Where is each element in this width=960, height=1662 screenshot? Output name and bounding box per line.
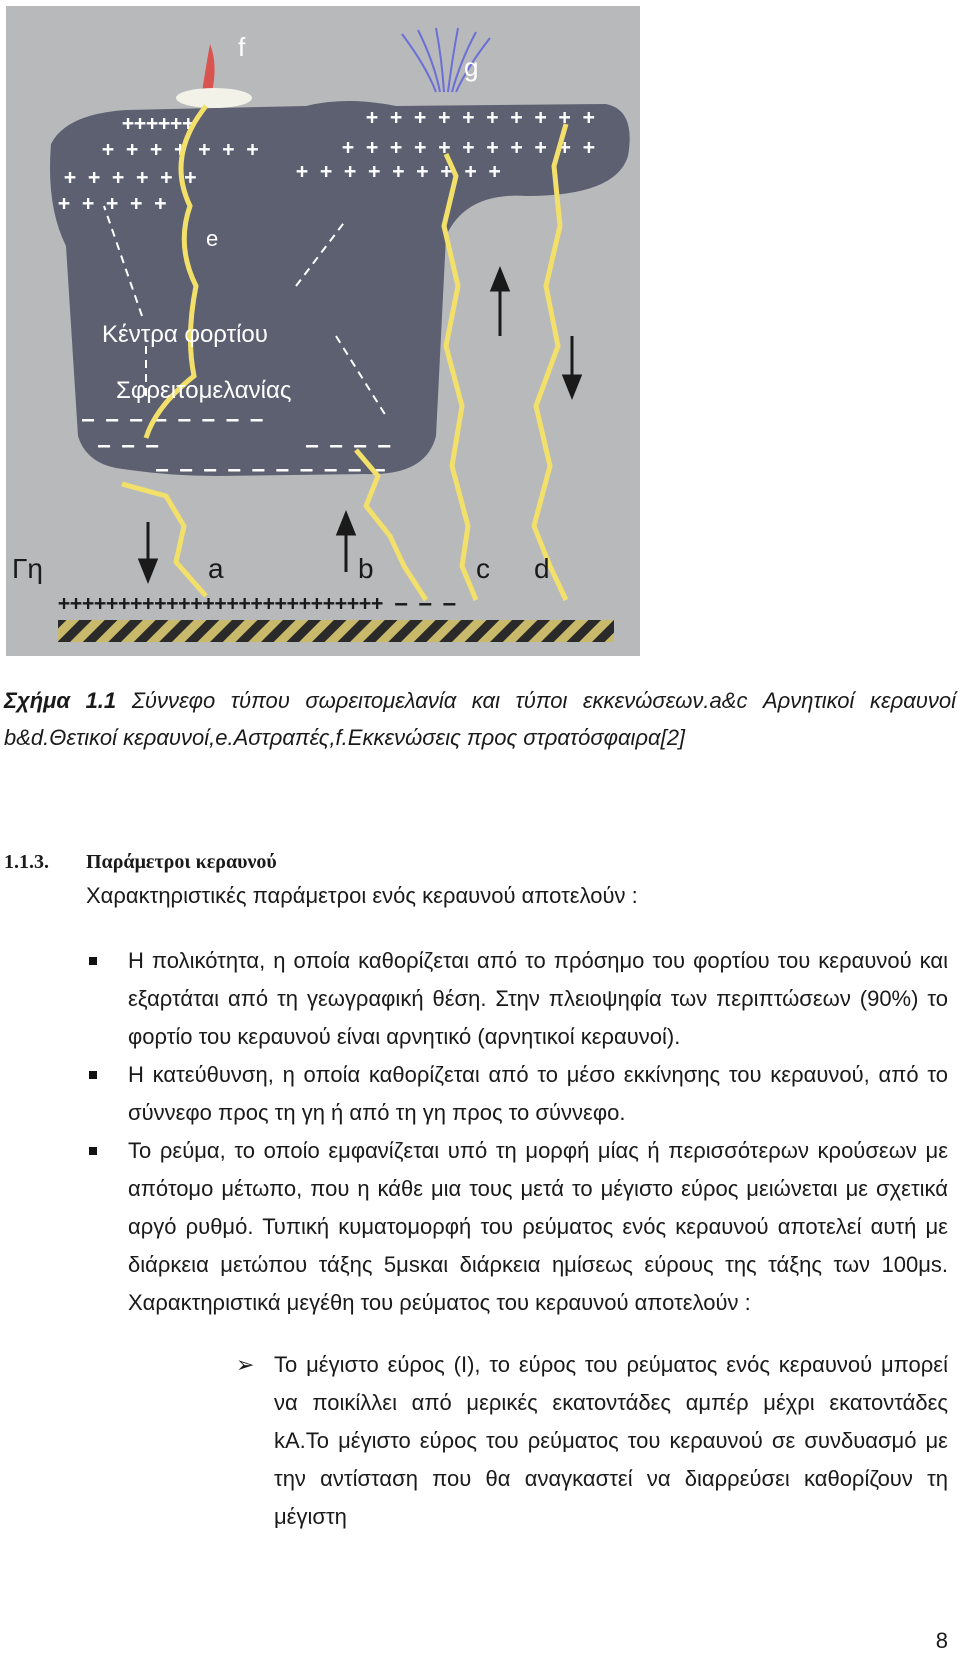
svg-text:— — —: — — —	[98, 433, 159, 457]
sub-list-item-text: Το μέγιστο εύρος (I), το εύρος του ρεύματος ενός κεραυνού μπορεί να ποικίλλει από μερικές εκατοντάδες αμπέρ μέχρι εκατοντάδες kA.Το μέγιστο εύρος του ρεύματος του κεραυνού σε συνδυασμό με την αντίσταση που θα αναγκαστεί να διαρρεύσει καθορίζουν τη μέγιστη	[274, 1352, 948, 1529]
ground-charges: +++++++++++++++++++++++++++ — — —	[58, 591, 456, 615]
svg-text:— — — — — — — — — —: — — — — — — — — — —	[156, 457, 385, 481]
parameter-list	[0, 942, 960, 1322]
svg-text:+ + + + +: + + + + +	[58, 191, 167, 215]
label-f: f	[238, 32, 246, 62]
label-a: a	[208, 553, 224, 584]
sub-parameter-list	[0, 1346, 960, 1536]
svg-text:++++++: ++++++	[122, 111, 195, 135]
label-center-1: Κέντρα φορτίου	[102, 321, 268, 348]
cloud-discharge-figure	[6, 6, 640, 656]
ground-strip	[58, 620, 614, 642]
svg-text:+ + + + + +: + + + + + +	[64, 165, 197, 189]
figure-caption	[4, 682, 956, 756]
svg-text:— — — — — — — —: — — — — — — — —	[82, 407, 263, 431]
list-item	[0, 1132, 960, 1322]
section-intro: Χαρακτηριστικές παράμετροι ενός κεραυνού αποτελούν :	[86, 883, 638, 908]
label-e: e	[206, 226, 219, 251]
svg-text:+ + + + + + +: + + + + + + +	[102, 137, 259, 161]
label-c: c	[476, 553, 490, 584]
section-title: Παράμετροι κεραυνού	[86, 851, 277, 873]
label-d: d	[534, 553, 550, 584]
list-item	[0, 942, 960, 1056]
cloud-illustration	[6, 6, 640, 656]
caption-label: Σχήμα 1.1	[4, 688, 117, 713]
page-number: 8	[935, 1628, 948, 1653]
list-item-text: Το ρεύμα, το οποίο εμφανίζεται υπό τη μορφή μίας ή περισσότερων κρούσεων με απότομο μέτωπο, που η κάθε μια τους μετά το μέγιστο εύρος μειώνεται με σχετικά αργό ρυθμό. Τυπική κυματομορφή του ρεύματος ενός κεραυνού αποτελεί αυτή με διάρκεια μετώπου τάξης 5μsκαι διάρκεια ημίσεως εύρους της τάξης των 100μs. Χαρακτηριστικά μεγέθη του ρεύματος του κεραυνού αποτελούν :	[128, 1138, 948, 1315]
svg-text:+ + + + + + + + +: + + + + + + + + +	[296, 159, 501, 183]
list-item-text: Η κατεύθυνση, η οποία καθορίζεται από το μέσο εκκίνησης του κεραυνού, από το σύννεφο προς τη γη ή από τη γη προς το σύννεφο.	[128, 1062, 948, 1125]
label-ground: Γη	[12, 553, 43, 584]
section-number: 1.1.3.	[4, 851, 49, 873]
svg-text:— — — —: — — — —	[306, 433, 391, 457]
caption-text: Σύννεφο τύπου σωρειτομελανία και τύποι εκκενώσεων.a&c Αρνητικοί κεραυνοί b&d.Θετικοί κεραυνοί,e.Αστραπές,f.Εκκενώσεις προς στρατόσφαιρα[2]	[4, 688, 956, 750]
svg-text:+ + + + + + + + + + +: + + + + + + + + + + +	[342, 135, 595, 159]
list-item	[0, 1056, 960, 1132]
label-g: g	[464, 52, 479, 82]
label-b: b	[358, 553, 374, 584]
sub-list-item	[0, 1346, 960, 1536]
section-heading	[4, 848, 277, 876]
svg-text:+ + + + + + + + + +: + + + + + + + + + +	[366, 105, 595, 129]
sprite-base	[176, 88, 252, 108]
arrow-bullet-icon: ➢	[236, 1352, 255, 1377]
label-center-2: Σφρειτομελανίας	[116, 377, 292, 404]
list-item-text: Η πολικότητα, η οποία καθορίζεται από το πρόσημο του φορτίου του κεραυνού και εξαρτάται από τη γεωγραφική θέση. Στην πλειοψηφία των περιπτώσεων (90%) το φορτίο του κεραυνού είναι αρνητικό (αρνητικοί κεραυνοί).	[128, 948, 948, 1049]
